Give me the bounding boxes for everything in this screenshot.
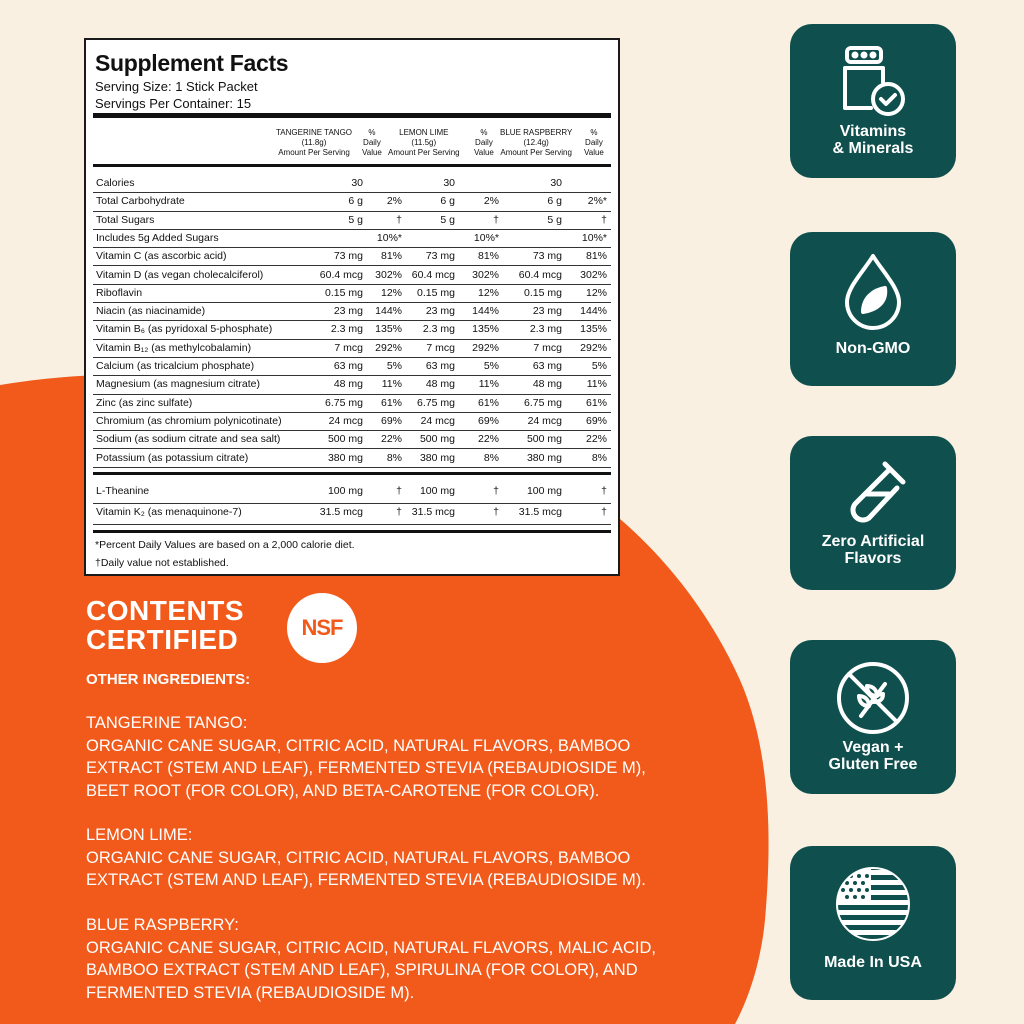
daily-value: 12% bbox=[585, 286, 607, 299]
amount-value: 7 mcg bbox=[334, 341, 363, 354]
amount-value: 7 mcg bbox=[533, 341, 562, 354]
daily-value: 22% bbox=[477, 433, 499, 446]
amount-value: 23 mg bbox=[532, 305, 562, 318]
facts-row bbox=[93, 430, 611, 449]
amount-value: 60.4 mcg bbox=[319, 268, 363, 281]
amount-value: 0.15 mg bbox=[325, 286, 363, 299]
daily-value: 69% bbox=[477, 414, 499, 427]
amount-value: 48 mg bbox=[333, 378, 363, 391]
daily-value: 69% bbox=[380, 414, 402, 427]
nutrient-label: Includes 5g Added Sugars bbox=[96, 231, 219, 244]
daily-value: 5% bbox=[386, 360, 402, 372]
daily-value: 61% bbox=[477, 396, 499, 409]
amount-value: 60.4 mcg bbox=[411, 268, 455, 281]
daily-value: 81% bbox=[585, 250, 607, 263]
nutrient-label: Potassium (as potassium citrate) bbox=[96, 451, 249, 464]
facts-row bbox=[93, 174, 611, 193]
amount-value: 63 mg bbox=[532, 360, 562, 372]
amount-value: 5 g bbox=[547, 213, 562, 226]
amount-value: 6 g bbox=[440, 195, 455, 208]
facts-row bbox=[93, 192, 611, 211]
facts-row bbox=[93, 266, 611, 285]
amount-value: 6 g bbox=[547, 195, 562, 208]
amount-value: 30 bbox=[443, 177, 455, 189]
facts-row bbox=[93, 320, 611, 339]
daily-value: † bbox=[601, 506, 607, 518]
serving-size: Serving Size: 1 Stick Packet bbox=[95, 79, 258, 94]
daily-value: 144% bbox=[580, 305, 607, 318]
amount-value: 63 mg bbox=[425, 360, 455, 372]
badge-vegan-gluten-free: Vegan + Gluten Free bbox=[790, 640, 956, 794]
badge-vitamins: Vitamins & Minerals bbox=[790, 24, 956, 178]
amount-value: 5 g bbox=[440, 213, 455, 226]
daily-value: 292% bbox=[375, 341, 402, 354]
other-ingredients-heading: OTHER INGREDIENTS: bbox=[86, 671, 251, 688]
header-dv3: % Daily Value bbox=[584, 128, 604, 157]
facts-row bbox=[93, 412, 611, 431]
daily-value: 10%* bbox=[473, 231, 499, 244]
nutrient-label: Vitamin D (as vegan cholecalciferol) bbox=[96, 268, 264, 281]
amount-value: 2.3 mg bbox=[422, 323, 455, 336]
daily-value: 144% bbox=[375, 305, 402, 318]
facts-row bbox=[93, 284, 611, 303]
amount-value: 30 bbox=[351, 177, 363, 189]
daily-value: 135% bbox=[472, 323, 499, 336]
daily-value: 12% bbox=[380, 286, 402, 299]
amount-value: 2.3 mg bbox=[330, 323, 363, 336]
daily-value: 81% bbox=[380, 250, 402, 263]
facts-row bbox=[93, 449, 611, 468]
daily-value: 81% bbox=[477, 250, 499, 263]
amount-value: 6.75 mg bbox=[524, 396, 562, 409]
no-wheat-icon bbox=[833, 658, 913, 738]
nutrient-label: Sodium (as sodium citrate and sea salt) bbox=[96, 433, 281, 446]
header-flavor2: LEMON LIME (11.5g) Amount Per Serving bbox=[388, 128, 460, 157]
amount-value: 23 mg bbox=[333, 305, 363, 318]
facts-row bbox=[93, 302, 611, 321]
bottle-check-icon bbox=[833, 42, 913, 122]
daily-value: 10%* bbox=[581, 231, 607, 244]
nutrient-label: Chromium (as chromium polynicotinate) bbox=[96, 414, 282, 427]
daily-value: † bbox=[601, 213, 607, 226]
amount-value: 31.5 mcg bbox=[319, 506, 363, 518]
supplement-facts-panel bbox=[84, 38, 620, 576]
amount-value: 0.15 mg bbox=[524, 286, 562, 299]
amount-value: 6.75 mg bbox=[417, 396, 455, 409]
daily-value: 2% bbox=[386, 195, 402, 208]
facts-row bbox=[93, 482, 611, 504]
amount-value: 100 mg bbox=[327, 485, 363, 497]
ingredients-tangerine: TANGERINE TANGO: ORGANIC CANE SUGAR, CITRIC ACID, NATURAL FLAVORS, BAMBOO EXTRACT (STEM AND LEAF), FERMENTED STEVIA (REBAUDIOSIDE M), BEET ROOT (FOR COLOR), AND BETA-CAROTENE (FOR COLOR). bbox=[86, 714, 646, 800]
facts-row bbox=[93, 357, 611, 376]
nutrient-label: Calories bbox=[96, 177, 135, 189]
amount-value: 73 mg bbox=[333, 250, 363, 263]
amount-value: 24 mcg bbox=[420, 414, 455, 427]
divider-header bbox=[93, 164, 611, 167]
nutrient-label: Vitamin C (as ascorbic acid) bbox=[96, 250, 227, 263]
amount-value: 500 mg bbox=[419, 433, 455, 446]
daily-value: † bbox=[396, 506, 402, 518]
amount-value: 380 mg bbox=[327, 451, 363, 464]
amount-value: 0.15 mg bbox=[417, 286, 455, 299]
daily-value: 292% bbox=[472, 341, 499, 354]
facts-row bbox=[93, 394, 611, 413]
nutrient-label: Vitamin B₆ (as pyridoxal 5-phosphate) bbox=[96, 323, 273, 336]
divider-thick bbox=[93, 113, 611, 118]
amount-value: 500 mg bbox=[526, 433, 562, 446]
daily-value: 302% bbox=[580, 268, 607, 281]
test-tube-icon bbox=[833, 454, 913, 534]
nutrient-label: Riboflavin bbox=[96, 286, 143, 299]
daily-value: † bbox=[396, 485, 402, 497]
daily-value: 61% bbox=[585, 396, 607, 409]
nutrient-label: Magnesium (as magnesium citrate) bbox=[96, 378, 260, 391]
amount-value: 380 mg bbox=[419, 451, 455, 464]
nutrient-label: Total Carbohydrate bbox=[96, 195, 185, 208]
badge-zero-artificial: Zero Artificial Flavors bbox=[790, 436, 956, 590]
daily-value: 5% bbox=[483, 360, 499, 372]
facts-row bbox=[93, 375, 611, 394]
amount-value: 100 mg bbox=[419, 485, 455, 497]
amount-value: 73 mg bbox=[532, 250, 562, 263]
amount-value: 31.5 mcg bbox=[411, 506, 455, 518]
contents-certified-heading: CONTENTS CERTIFIED bbox=[86, 595, 244, 655]
daily-value: 135% bbox=[580, 323, 607, 336]
daily-value: 10%* bbox=[376, 231, 402, 244]
daily-value: 11% bbox=[586, 378, 607, 391]
daily-value: 12% bbox=[477, 286, 499, 299]
daily-value: † bbox=[493, 485, 499, 497]
header-dv1: % Daily Value bbox=[362, 128, 382, 157]
daily-value: † bbox=[493, 213, 499, 226]
daily-value: 8% bbox=[591, 451, 607, 464]
nutrient-label: Vitamin B₁₂ (as methylcobalamin) bbox=[96, 341, 252, 354]
daily-value: 22% bbox=[380, 433, 402, 446]
daily-value: 2% bbox=[483, 195, 499, 208]
nutrient-label: Zinc (as zinc sulfate) bbox=[96, 396, 193, 409]
amount-value: 6.75 mg bbox=[325, 396, 363, 409]
daily-value: 292% bbox=[580, 341, 607, 354]
amount-value: 48 mg bbox=[532, 378, 562, 391]
amount-value: 48 mg bbox=[425, 378, 455, 391]
amount-value: 24 mcg bbox=[527, 414, 562, 427]
nutrient-label: Vitamin K₂ (as menaquinone-7) bbox=[96, 506, 242, 518]
facts-row bbox=[93, 339, 611, 358]
daily-value: 144% bbox=[472, 305, 499, 318]
amount-value: 24 mcg bbox=[328, 414, 363, 427]
ingredients-blue: BLUE RASPBERRY: ORGANIC CANE SUGAR, CITRIC ACID, NATURAL FLAVORS, MALIC ACID, BAMBOO EXTRACT (STEM AND LEAF), SPIRULINA (FOR COLOR), AND FERMENTED STEVIA (REBAUDIOSIDE M). bbox=[86, 916, 656, 1002]
facts-row bbox=[93, 229, 611, 248]
daily-value: † bbox=[601, 485, 607, 497]
daily-value: 8% bbox=[386, 451, 402, 464]
usa-flag-icon bbox=[833, 864, 913, 944]
facts-title: Supplement Facts bbox=[95, 50, 289, 76]
amount-value: 63 mg bbox=[333, 360, 363, 372]
amount-value: 60.4 mcg bbox=[518, 268, 562, 281]
amount-value: 6 g bbox=[348, 195, 363, 208]
amount-value: 7 mcg bbox=[426, 341, 455, 354]
badge-non-gmo: Non-GMO bbox=[790, 232, 956, 386]
nutrient-label: Niacin (as niacinamide) bbox=[96, 305, 206, 318]
badge-made-in-usa: Made In USA bbox=[790, 846, 956, 1000]
servings-per-container: Servings Per Container: 15 bbox=[95, 96, 252, 111]
daily-value: 135% bbox=[375, 323, 402, 336]
daily-value: † bbox=[493, 506, 499, 518]
daily-value: 69% bbox=[585, 414, 607, 427]
nutrient-label: Calcium (as tricalcium phosphate) bbox=[96, 360, 255, 372]
header-flavor3: BLUE RASPBERRY (12.4g) Amount Per Serving bbox=[500, 128, 573, 157]
amount-value: 23 mg bbox=[425, 305, 455, 318]
ingredients-lemon: LEMON LIME: ORGANIC CANE SUGAR, CITRIC ACID, NATURAL FLAVORS, BAMBOO EXTRACT (STEM AND LEAF), FERMENTED STEVIA (REBAUDIOSIDE M). bbox=[86, 826, 646, 889]
header-flavor1: TANGERINE TANGO (11.8g) Amount Per Serving bbox=[276, 128, 353, 157]
amount-value: 73 mg bbox=[425, 250, 455, 263]
amount-value: 500 mg bbox=[327, 433, 363, 446]
nsf-logo: NSF bbox=[287, 593, 357, 663]
daily-value: 302% bbox=[375, 268, 402, 281]
nutrient-label: L-Theanine bbox=[96, 485, 150, 497]
facts-row bbox=[93, 211, 611, 230]
daily-value: 5% bbox=[591, 360, 607, 372]
footnote-dagger: †Daily value not established. bbox=[95, 557, 229, 569]
facts-row bbox=[93, 503, 611, 525]
divider-section bbox=[93, 472, 611, 475]
daily-value: † bbox=[396, 213, 402, 226]
amount-value: 2.3 mg bbox=[529, 323, 562, 336]
daily-value: 22% bbox=[585, 433, 607, 446]
amount-value: 380 mg bbox=[526, 451, 562, 464]
header-dv2: % Daily Value bbox=[474, 128, 494, 157]
daily-value: 11% bbox=[381, 378, 402, 391]
nutrient-label: Total Sugars bbox=[96, 213, 155, 226]
amount-value: 30 bbox=[550, 177, 562, 189]
leaf-drop-icon bbox=[833, 250, 913, 330]
amount-value: 100 mg bbox=[526, 485, 562, 497]
daily-value: 11% bbox=[478, 378, 499, 391]
divider-footer bbox=[93, 530, 611, 533]
footnote-dv: *Percent Daily Values are based on a 2,000 calorie diet. bbox=[95, 539, 355, 551]
daily-value: 302% bbox=[472, 268, 499, 281]
amount-value: 5 g bbox=[348, 213, 363, 226]
daily-value: 2%* bbox=[587, 195, 607, 208]
facts-row bbox=[93, 247, 611, 266]
daily-value: 8% bbox=[483, 451, 499, 464]
daily-value: 61% bbox=[380, 396, 402, 409]
amount-value: 31.5 mcg bbox=[518, 506, 562, 518]
